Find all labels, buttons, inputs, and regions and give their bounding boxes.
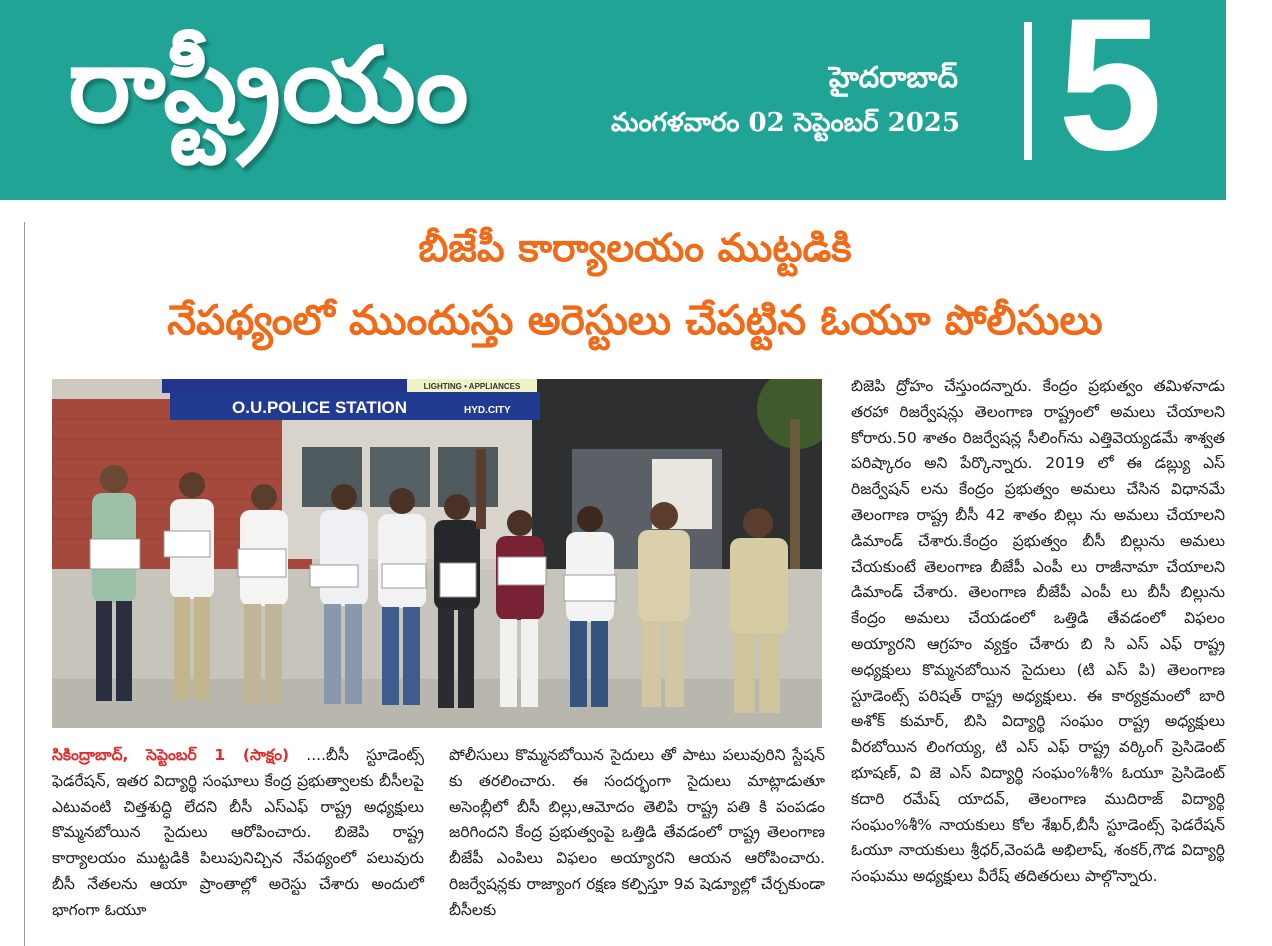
article-column-middle: పోలీసులు కొమ్మనబోయిన సైదులు తో పాటు పలువురిని స్టేషన్ కు తరలించారు. ఈ సందర్భంగా సైదులు మాట్లాడుతూ అసెంబ్లీలో బీసీ బిల్లు,ఆమోదం తెలిపి రాష్ట్ర పతి కి పంపడం జరిగిందని కేంద్ర ప్రభుత్వంపై ఒత్తిడి తేవడంలో రాష్ట్ర తెలంగాణ బీజేపీ ఎంపిలు విఫలం అయ్యారని ఆయన ఆరోపించారు. రిజర్వేషన్లకు రాజ్యాంగ రక్షణ కల్పిస్తూ 9వ షెడ్యూల్లో చేర్చకుండా బీసీలకు xyxy=(449,746,825,919)
masthead xyxy=(0,0,1226,200)
news-photo xyxy=(52,379,822,728)
article-column-left-text: ....బీసీ స్టూడెంట్స్ ఫెడరేషన్, ఇతర విద్యార్థి సంఘాలు కేంద్ర ప్రభుత్వాలకు బీసీలపై ఎటువంటి చిత్తశుద్ధి లేదని బీసీ ఎస్ఎఫ్ రాష్ట్ర అధ్యక్షులు కొమ్మనబోయిన సైదులు ఆరోపించారు. బిజెపి రాష్ట్ర కార్యాలయం ముట్టడికి పిలుపునిచ్చిన నేపథ్యంలో పలువురు బీసీ నేతలను ఆయా ప్రాంతాల్లో అరెస్టు చేశారు అందులో భాగంగా ఓయూ xyxy=(52,746,424,919)
headline-line-1: బీజేపీ కార్యాలయం ముట్టడికి xyxy=(418,226,852,271)
station-sign-text: O.U.POLICE STATION xyxy=(232,398,408,417)
column-rule xyxy=(24,222,25,946)
page-number: 5 xyxy=(1058,0,1163,189)
protest-photo-illustration xyxy=(52,379,822,728)
edition-city: హైదరాబాద్ xyxy=(828,60,958,94)
section-title: రాష్ట్రీయం xyxy=(68,24,470,146)
headline-line-2: నేపథ్యంలో ముందుస్తు అరెస్టులు చేపట్టిన ఓయూ పోలీసులు xyxy=(167,296,1103,344)
station-sign-city: HYD.CITY xyxy=(464,405,511,416)
masthead-divider xyxy=(1024,22,1032,160)
edition-date: మంగళవారం 02 సెప్టెంబర్ 2025 xyxy=(610,108,960,138)
shop-sign-text: LIGHTING • APPLIANCES xyxy=(423,382,521,391)
article-dateline: సికింద్రాబాద్, సెప్టెంబర్ 1 (సాక్షం) xyxy=(52,746,290,764)
article-column-right: బిజెపి ద్రోహం చేస్తుందన్నారు. కేంద్రం ప్రభుత్వం తమిళనాడు తరహా రిజర్వేషన్లు తెలంగాణ రాష్ట్రంలో అమలు చేయాలని కోరారు.50 శాతం రిజర్వేషన్ల సీలింగ్‌ను ఎత్తివెయ్యడమే శాశ్వత పరిష్కారం అని పేర్కొన్నారు. 2019 లో ఈ డబ్ల్యు ఎస్ రిజర్వేషన్ లను కేంద్రం ప్రభుత్వం అమలు చేసిన విధానమే తెలంగాణ రాష్ట్ర బీసీ 42 శాతం బిల్లు ను అమలు చేయాలని డిమాండ్ చేశారు.కేంద్రం ప్రభుత్వం బీసీ బిల్లును అమలు చేయకుంటే తెలంగాణ బీజేపీ ఎంపీ లు రాజీనామా చేయాలని డిమాండ్ చేశారు. తెలంగాణ బీజేపీ ఎంపీ లు బీసీ బిల్లును కేంద్రం అమలు చేయడంలో ఒత్తిడి తేవడంలో విఫలం అయ్యారని ఆగ్రహం వ్యక్తం చేశారు బి సి ఎస్ ఎఫ్ రాష్ట్ర అధ్యక్షులు కొమ్మనబోయిన సైదులు (టి ఎస్ పి) తెలంగాణ స్టూడెంట్స్ పరిషత్ రాష్ట్ర అధ్యక్షులు. ఈ కార్యక్రమంలో బారి అశోక్ కుమార్, బిసి విద్యార్థి సంఘం రాష్ట్ర అధ్యక్షులు వీరబోయిన లింగయ్య, టి ఎస్ ఎఫ్ రాష్ట్ర వర్కింగ్ ప్రెసిడెంట్ భూషణ్, వి జె ఎస్ విద్యార్థి సంఘం%శీ% ఓయూ ప్రెసిడెంట్ కదారి రమేష్ యాదవ్, తెలంగాణ ముదిరాజ్ విద్యార్థి సంఘం%శీ% నాయకులు కోల శేఖర్,బీసీ స్టూడెంట్స్ ఫెడరేషన్ ఓయూ నాయకులు శ్రీధర్,వెంపడి అభిలాష్, శంకర్,గౌడ విద్యార్థి సంఘము అధ్యక్షులు వీరేష్ తదితరులు పాల్గొన్నారు. xyxy=(851,377,1225,886)
article-column-left xyxy=(52,743,424,924)
